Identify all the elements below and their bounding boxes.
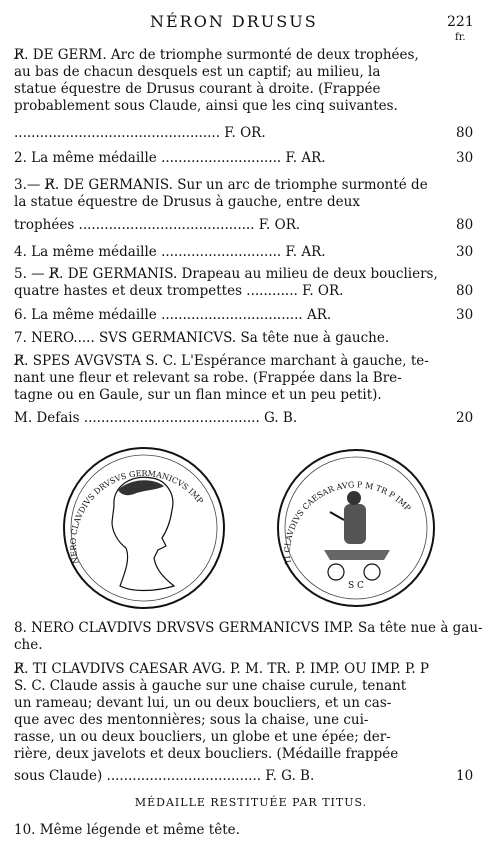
text-line: probablement sous Claude, ainsi que les cinq suivantes. [14,98,398,114]
text-line: ................................................ F. OR. [14,125,266,141]
price-value: 80 [456,125,474,141]
price-value: 30 [456,150,474,166]
text-line: tagne ou en Gaule, sur un flan mince et un peu petit). [14,387,382,403]
price-value: 30 [456,307,474,323]
text-line: M. Defais ......................................... G. B. [14,410,298,426]
section-title: MÉDAILLE RESTITUÉE PAR TITUS. [134,796,368,809]
text-line: quatre hastes et deux trompettes ............ F. OR. [14,283,344,299]
text-line: au bas de chacun desquels est un captif; au milieu, la [14,64,381,80]
coin-left-legend: NERO CLAVDIVS DRVSVS GERMANICVS IMP [68,468,205,565]
text-line: sous Claude) .................................... F. G. B. [14,768,315,784]
price-value: 10 [456,768,474,784]
text-line: 5. — R̸. DE GERMANIS. Drapeau au milieu de deux boucliers, [14,266,438,282]
coin-illustrations [54,446,454,611]
page-title: NÉRON DRUSUS [150,12,318,31]
text-line: R̸. TI CLAVDIVS CAESAR AVG. P. M. TR. P. IMP. OU IMP. P. P [14,661,429,677]
text-line: 2. La même médaille ............................ F. AR. [14,150,326,166]
text-line: 3.— R̸. DE GERMANIS. Sur un arc de triomphe surmonté de [14,177,428,193]
text-line: R̸. DE GERM. Arc de triomphe surmonté de deux trophées, [14,47,419,63]
coin-reverse-image [278,450,434,606]
text-line: que avec des mentonnières; sous la chaise, une cui- [14,712,369,728]
text-line: rière, deux javelots et deux boucliers. (Médaille frappée [14,746,399,762]
price-value: 80 [456,283,474,299]
text-line: un rameau; devant lui, un ou deux boucliers, et un cas- [14,695,392,711]
price-value: 30 [456,244,474,260]
text-line: rasse, un ou deux boucliers, un globe et une épée; der- [14,729,391,745]
text-line: 10. Même légende et même tête. [14,822,240,838]
text-line: S. C. Claude assis à gauche sur une chaise curule, tenant [14,678,407,694]
text-line: che. [14,637,43,653]
coin-obverse-image [64,448,224,608]
price-value: 20 [456,410,474,426]
svg-text:S C: S C [348,581,364,591]
currency-unit: fr. [455,32,466,43]
text-line: 8. NERO CLAVDIVS DRVSVS GERMANICVS IMP. Sa tête nue à gau- [14,620,483,636]
text-line: statue équestre de Drusus courant à droite. (Frappée [14,81,381,97]
text-line: trophées ......................................... F. OR. [14,217,301,233]
text-line: la statue équestre de Drusus à gauche, entre deux [14,194,360,210]
text-line: 6. La même médaille ................................. AR. [14,307,332,323]
text-line: 7. NERO..... SVS GERMANICVS. Sa tête nue à gauche. [14,330,390,346]
page-number: 221 [447,14,474,30]
coin-right-legend: TI CLAVDIVS CAESAR AVG P M TR P IMP [282,480,413,565]
text-line: R̸. SPES AVGVSTA S. C. L'Espérance marchant à gauche, te- [14,353,429,369]
text-line: 4. La même médaille ............................ F. AR. [14,244,326,260]
text-line: nant une fleur et relevant sa robe. (Frappée dans la Bre- [14,370,402,386]
price-value: 80 [456,217,474,233]
